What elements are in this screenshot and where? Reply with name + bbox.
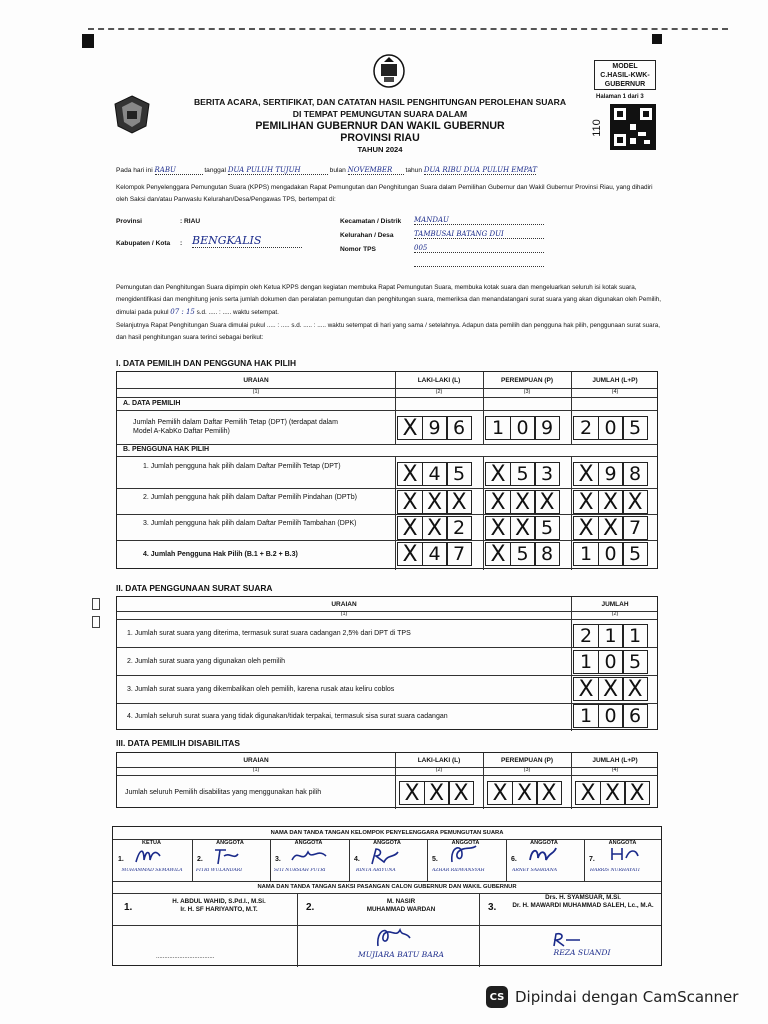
s3-col-uraian: URAIAN [243,757,269,764]
role-anggota-6: ANGGOTA [530,840,558,846]
s3-j-digits [575,781,649,805]
tanggal-value: DUA PULUH TUJUH [228,166,328,175]
riau-emblem [112,94,152,134]
digit-box: 9 [598,462,624,486]
s1-a-row-label: Jumlah Pemilih dalam Daftar Pemilih Tetap (DPT) (terdapat dalam Model A-KabKo Daftar Pemilih) [133,419,338,435]
digit-box: 0 [598,542,624,566]
title-line3: PEMILIHAN GUBERNUR DAN WAKIL GUBERNUR [255,120,505,132]
signature-scribble [526,844,560,871]
camscanner-logo-letters: CS [489,991,505,1003]
s1-b3-j-digits [573,516,647,540]
digit-box: 1 [573,704,599,728]
member-no-4: 4. [354,856,360,863]
signature-scribble [608,844,642,869]
digit-box: 6 [622,704,648,728]
kecamatan-label: Kecamatan / Distrik [340,218,402,225]
digit-box: 5 [510,462,536,486]
s1-b1-j-digits [573,462,647,486]
digit-box: X [573,516,599,540]
tps-value: 005 [414,244,544,253]
kelurahan-label: Kelurahan / Desa [340,232,394,239]
digit-box: 0 [598,416,624,440]
section2-title: II. DATA PENGGUNAAN SURAT SUARA [116,583,273,593]
s2-row2-label: 2. Jumlah surat suara yang digunakan oleh pemilih [127,658,285,665]
role-anggota-7: ANGGOTA [608,840,637,846]
digit-box: X [573,490,599,514]
followup-paragraph: Selanjutnya Rapat Penghitungan Suara dimulai pukul ..... : ..... s.d. ..... : ..... waktu setempat di hari yang sama / setelahnya. Adapun data pemilih dan pengguna hak pilih, penggunaan surat suara, dan hasil penghitungan suara terinci sebagai berikut: [116,322,660,341]
s1-b1-p-digits [485,462,559,486]
s1-col-j: JUMLAH (L+P) [592,377,638,384]
tps-label: Nomor TPS [340,246,376,253]
digit-box: X [487,781,513,805]
digit-box: X [510,490,536,514]
s2-idx2: (2) [611,611,619,617]
member-no-7: 7. [589,856,595,863]
digit-box: 7 [446,542,472,566]
s2-col-uraian: URAIAN [331,601,357,608]
digit-box: X [397,516,423,540]
member-name-1: MUHAMMAD SEMAWILA [121,868,183,873]
s1-col-uraian: URAIAN [243,377,269,384]
s1-b4-j-digits [573,542,647,566]
digit-box: X [573,677,599,701]
s1-idx2: (2) [435,389,443,395]
digit-box: 4 [422,542,448,566]
kpu-logo [372,54,406,88]
digit-box: 9 [534,416,560,440]
digit-box: X [624,781,650,805]
digit-box: X [573,462,599,486]
saksi-1-line1: H. ABDUL WAHID, S.Pd.I., M.Si. [172,898,266,905]
title-line2: DI TEMPAT PEMUNGUTAN SUARA DALAM [292,109,468,119]
corner-mark-right [652,34,662,44]
tanggal-label: tanggal [204,167,226,174]
s2-row4-label: 4. Jumlah seluruh surat suara yang tidak digunakan/tidak terpakai, termasuk sisa surat suara cadangan [127,713,448,720]
role-ketua: KETUA [142,840,161,846]
digit-box: X [598,677,624,701]
digit-box: 0 [598,650,624,674]
procedure-end: s.d. ..... : ..... waktu setempat. [196,309,279,316]
member-name-3: SITI NURSIAH PUTRI [274,868,326,873]
digit-box: X [424,781,450,805]
digit-box: 5 [510,542,536,566]
camscanner-badge [486,984,738,1010]
digit-box: 2 [446,516,472,540]
camscanner-logo-icon [486,986,508,1008]
digit-box: X [622,677,648,701]
saksi-no-2: 2. [306,902,315,913]
saksi-no-1: 1. [124,902,133,913]
digit-box: 5 [622,650,648,674]
s3-idx2: (2) [435,767,443,773]
digit-box: X [485,542,511,566]
s2-row1-label: 1. Jumlah surat suara yang diterima, termasuk surat suara cadangan 2,5% dari DPT di TPS [127,630,411,637]
digit-box: X [397,462,423,486]
member-name-4: RINTA ARIYUNA [356,868,396,873]
s2-idx1: (1) [340,611,348,617]
digit-box: 5 [534,516,560,540]
saksi-3-signer: REZA SUANDI [553,948,611,957]
digit-box: X [446,490,472,514]
digit-box: 1 [485,416,511,440]
digit-box: X [397,490,423,514]
s1-idx3: (3) [523,389,531,395]
model-line3: GUBERNUR [604,81,646,88]
digit-box: 1 [573,542,599,566]
kelurahan-value: TAMBUSAI BATANG DUI [414,230,544,239]
section3-title: III. DATA PEMILIH DISABILITAS [116,738,240,748]
side-code: 110 [590,119,603,137]
digit-box: 6 [446,416,472,440]
saksi-no-3: 3. [488,902,497,913]
s2-row4-digits [573,704,647,728]
s1-col-p: PEREMPUAN (P) [500,377,553,384]
title-line1: BERITA ACARA, SERTIFIKAT, DAN CATATAN HASIL PENGHITUNGAN PEROLEHAN SUARA [193,97,567,107]
s1-b2-p-digits [485,490,559,514]
digit-box: X [399,781,425,805]
role-anggota-5: ANGGOTA [451,840,480,846]
kabupaten-value: BENGKALIS [192,234,302,248]
procedure-text: Pemungutan dan Penghitungan Suara dipimpin oleh Ketua KPPS dengan kegiatan membuka Rapat Pemungutan Suara, membuka kotak suara dan mengeluarkan seluruh isi kotak suara, mengidentifikasi dan menghitung jenis serta jumlah dokumen dan peralatan pemungutan dan penghitungan suara, memeriksa dan menandatangani surat suara yang akan digunakan oleh Pemilih, dimulai pada pukul [116,284,662,316]
s1-b4-l-digits [397,542,471,566]
s3-l-digits [399,781,473,805]
s1-b2-l-digits [397,490,471,514]
member-no-2: 2. [197,856,203,863]
member-name-2: FITRI WULANDARI [196,868,243,873]
s1-b2-label: 2. Jumlah pengguna hak pilih dalam Daftar Pemilih Pindahan (DPTb) [143,494,358,501]
digit-box: X [598,490,624,514]
saksi-3-line2: Dr. H. MAWARDI MUHAMMAD SALEH, Lc., M.A. [512,902,654,909]
s1-b4-label: 4. Jumlah Pengguna Hak Pilih (B.1 + B.2 + B.3) [143,551,298,558]
s1-b1-label: 1. Jumlah pengguna hak pilih dalam Daftar Pemilih Tetap (DPT) [143,463,341,470]
bulan-value: NOVEMBER [348,166,404,175]
digit-box: 1 [598,624,624,648]
s1-b4-p-digits [485,542,559,566]
title-line4: PROVINSI RIAU [340,132,420,144]
digit-box: X [575,781,601,805]
digit-box: X [397,416,423,440]
digit-box: 8 [622,462,648,486]
digit-box: X [397,542,423,566]
saksi-3-line1: Drs. H. SYAMSUAR, M.Si. [545,894,621,901]
member-name-5: AZHAR RIDWANSYAH [432,868,485,873]
digit-box: 1 [573,650,599,674]
s1-b2-j-digits [573,490,647,514]
s1-col-l: LAKI-LAKI (L) [417,377,461,384]
model-line2: C.HASIL-KWK- [600,72,650,79]
signature-scribble [446,842,480,869]
digit-box: 8 [534,542,560,566]
procedure-time: 07 : 15 [170,308,195,316]
digit-box: X [598,516,624,540]
digit-box: 2 [573,624,599,648]
hari-value: RABU [155,166,203,175]
role-anggota-2: ANGGOTA [216,840,244,846]
s2-row1-digits [573,624,647,648]
s3-row-label: Jumlah seluruh Pemilih disabilitas yang menggunakan hak pilih [125,789,322,796]
intro-paragraph: Kelompok Penyelenggara Pemungutan Suara (KPPS) mengadakan Rapat Pemungutan dan Penghitungan Suara dalam Pemilihan Gubernur dan Wakil Gubernur Provinsi Riau, yang dihadiri oleh Saksi dan/atau Panwaslu Kelurahan/Desa/Pengawas TPS, bertempat di: [116,184,653,203]
digit-box: 0 [510,416,536,440]
model-line1: MODEL [612,63,638,70]
digit-box: X [622,490,648,514]
member-no-1: 1. [118,856,124,863]
digit-box: 7 [622,516,648,540]
scan-mark-top [88,28,728,30]
kabupaten-label: Kabupaten / Kota [116,240,171,247]
role-anggota-3: ANGGOTA [294,840,323,846]
tahun-value: DUA RIBU DUA PULUH EMPAT [423,166,537,174]
saksi-header: NAMA DAN TANDA TANGAN SAKSI PASANGAN CALON GUBERNUR DAN WAKIL GUBERNUR [257,884,517,890]
s1-idx1: (1) [252,389,260,395]
s3-idx3: (3) [523,767,531,773]
member-name-7: HARRIS NURHAYATI [590,868,640,873]
s1-b3-label: 3. Jumlah pengguna hak pilih dalam Daftar Pemilih Tambahan (DPK) [143,520,357,527]
s3-idx4: (4) [611,767,619,773]
s3-p-digits [487,781,561,805]
s2-row2-digits [573,650,647,674]
digit-box: 0 [598,704,624,728]
saksi-1-line2: Ir. H. SF HARIYANTO, M.T. [180,906,258,913]
qr-code [610,104,656,150]
role-anggota-4: ANGGOTA [373,840,401,846]
s3-col-l: LAKI-LAKI (L) [417,757,461,764]
member-no-3: 3. [275,856,281,863]
member-no-6: 6. [511,856,517,863]
s1-b-title: B. PENGGUNA HAK PILIH [123,446,210,453]
digit-box: X [422,490,448,514]
hari-label: Pada hari ini [116,167,153,174]
model-box [594,60,656,90]
margin-mark [92,598,100,610]
bulan-label: bulan [329,167,346,174]
location-block [116,214,660,274]
s1-a-p-digits [485,416,559,440]
margin-mark [92,616,100,628]
digit-box: X [512,781,538,805]
s2-col-j: JUMLAH [601,601,629,608]
saksi-2-signer: MUJIARA BATU BARA [358,950,444,959]
doc-title [170,96,590,156]
digit-box: X [485,462,511,486]
s1-b1-l-digits [397,462,471,486]
digit-box: X [600,781,626,805]
digit-box: 5 [446,462,472,486]
member-no-5: 5. [432,856,438,863]
digit-box: X [485,490,511,514]
procedure-paragraph [116,282,662,319]
s1-b3-l-digits [397,516,471,540]
digit-box: 5 [622,542,648,566]
s1-a-l-digits [397,416,471,440]
camscanner-label: Dipindai dengan CamScanner [515,988,739,1006]
s2-row3-label: 3. Jumlah surat suara yang dikembalikan oleh pemilih, karena rusak atau keliru coblos [127,686,395,693]
s1-idx4: (4) [611,389,619,395]
digit-box: X [536,781,562,805]
kpps-header: NAMA DAN TANDA TANGAN KELOMPOK PENYELENGGARA PEMUNGUTAN SUARA [270,830,504,836]
digit-box: X [448,781,474,805]
page-indicator: Halaman 1 dari 3 [596,94,644,100]
digit-box: 4 [422,462,448,486]
kpps-members [112,838,662,880]
s1-a-j-digits [573,416,647,440]
digit-box: 9 [422,416,448,440]
s3-col-j: JUMLAH (L+P) [592,757,638,764]
s1-b3-p-digits [485,516,559,540]
saksi-2-line1: M. NASIR [386,898,416,905]
s1-a-title: A. DATA PEMILIH [123,400,181,407]
intro-line [116,166,656,175]
s3-idx1: (1) [252,767,260,773]
digit-box: 1 [622,624,648,648]
digit-box: X [422,516,448,540]
provinsi-label: Provinsi [116,218,143,225]
digit-box: 2 [573,416,599,440]
saksi-block [112,892,662,966]
title-line5: TAHUN 2024 [357,145,403,154]
tahun-label: tahun [405,167,423,174]
digit-box: X [485,516,511,540]
digit-box: X [510,516,536,540]
section1-title: I. DATA PEMILIH DAN PENGGUNA HAK PILIH [116,358,297,368]
saksi-1-signer: ................................... [156,954,215,960]
digit-box: 3 [534,462,560,486]
member-name-6: ARNEY SAHRIANA [512,868,558,873]
corner-mark-left [82,34,94,48]
s3-col-p: PEREMPUAN (P) [500,757,553,764]
saksi-2-line2: MUHAMMAD WARDAN [366,906,436,913]
digit-box: X [534,490,560,514]
digit-box: 5 [622,416,648,440]
kecamatan-value: MANDAU [414,216,544,225]
tps-extra-line [414,260,544,267]
kabupaten-colon: : [180,240,183,247]
provinsi-value: : RIAU [180,218,201,225]
s2-row3-digits [573,677,647,701]
